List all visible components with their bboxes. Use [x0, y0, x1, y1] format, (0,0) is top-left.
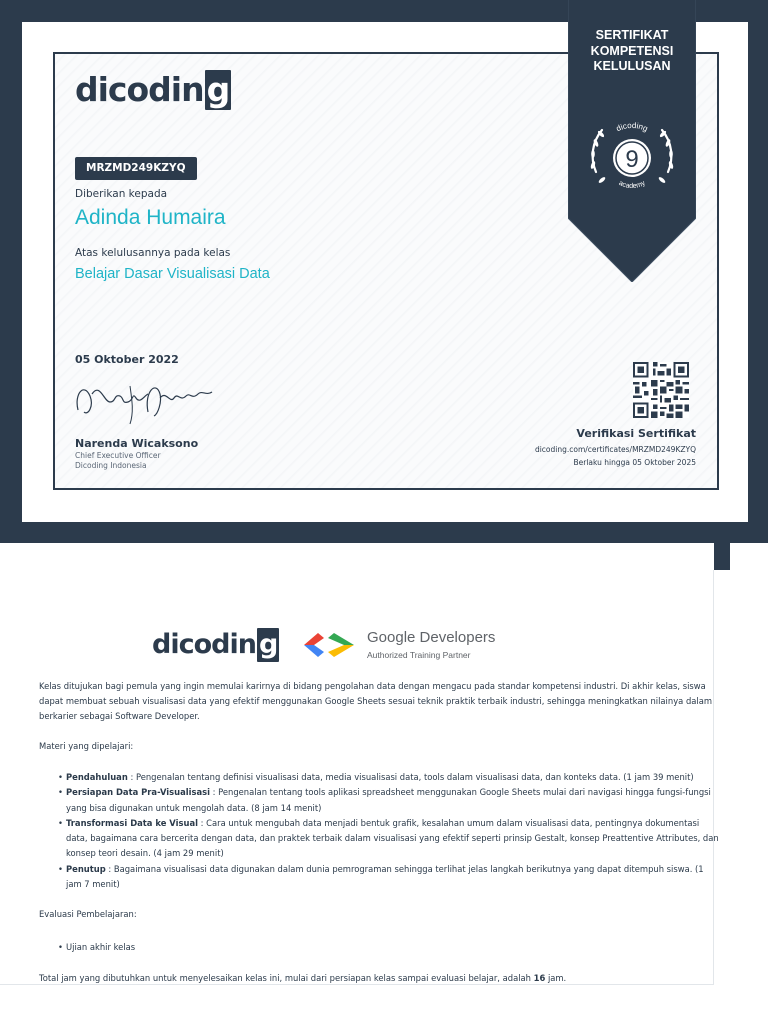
- ribbon-line-3: KELULUSAN: [593, 59, 671, 73]
- evaluation-list: [58, 940, 135, 955]
- dicoding-logo: [75, 70, 231, 110]
- list-item: [58, 816, 720, 862]
- materi-desc: : Pengenalan tentang definisi visualisasi data, media visualisasi data, tools dalam visualisasi data, dan konteks data. (1 jam 39 menit): [127, 772, 694, 782]
- total-hours-sentence: [39, 971, 729, 986]
- dicoding-logo-info: [152, 628, 279, 662]
- signer-name: Narenda Wicaksono: [75, 437, 199, 450]
- signer-company: Dicoding Indonesia: [75, 461, 147, 470]
- total-prefix: Total jam yang dibutuhkan untuk menyelesaikan kelas ini, mulai dari persiapan kelas sampai evaluasi belajar, adalah: [39, 973, 534, 983]
- academy-badge-icon: [584, 110, 680, 206]
- side-scroll-tab: [714, 543, 730, 570]
- signature-image: [70, 372, 220, 427]
- qr-code-icon: [633, 362, 689, 418]
- ribbon-line-2: KOMPETENSI: [590, 43, 674, 58]
- recipient-name: Adinda Humaira: [75, 206, 226, 229]
- total-hours: 16: [533, 973, 546, 983]
- given-to-label: Diberikan kepada: [75, 188, 168, 200]
- signer-title: Chief Executive Officer: [75, 451, 161, 460]
- materi-title: Transformasi Data ke Visual: [66, 817, 198, 828]
- completion-label: Atas kelulusannya pada kelas: [75, 247, 231, 259]
- logo-text: dicodin: [75, 70, 204, 109]
- svg-text:dicoding: [615, 121, 649, 133]
- partner-title: Google Developers: [367, 629, 496, 646]
- materi-desc: : Bagaimana visualisasi data digunakan dalam dunia pemrograman sehingga terlihat jelas langkah berikutnya yang dapat ditempuh siswa. (1 jam 7 menit): [66, 863, 704, 890]
- total-suffix: jam.: [545, 973, 567, 983]
- certificate-date: 05 Oktober 2022: [75, 353, 179, 366]
- logo-g-block-info: g: [258, 629, 278, 660]
- materi-title: Persiapan Data Pra-Visualisasi: [66, 787, 210, 798]
- list-item: • Ujian akhir kelas: [58, 940, 135, 955]
- list-item: [58, 862, 720, 893]
- verify-certificate-title: Verifikasi Sertifikat: [576, 427, 696, 440]
- course-intro-paragraph: Kelas ditujukan bagi pemula yang ingin memulai karirnya di bidang pengolahan data dengan mengacu pada standar kompetensi industri. Di akhir kelas, siswa dapat membuat sebuah visualisasi data yang efektif menggunakan Google Sheets sesuai teknik praktik terbaik industri, sehingga meningkatkan nilainya dalam berkarier sebagai Software Developer.: [39, 681, 713, 721]
- course-name: Belajar Dasar Visualisasi Data: [75, 266, 270, 282]
- list-item: [58, 785, 720, 816]
- materi-label: Materi yang dipelajari:: [39, 741, 134, 751]
- materi-title: Penutup: [66, 863, 106, 874]
- ribbon-title: [568, 28, 696, 75]
- evaluation-label: Evaluasi Pembelajaran:: [39, 909, 137, 919]
- google-developers-icon: [302, 629, 356, 661]
- logo-text-info: dicodin: [152, 629, 256, 660]
- list-item: [58, 770, 720, 785]
- materi-desc: : Cara untuk mengubah data menjadi bentuk grafik, kesalahan umum dalam visualisasi data, pentingnya dokumentasi data, bagaimana cara bercerita dengan data, dan praktek terbaik dalam visualisasi yang efektif seperti prinsip Gestalt, konsep Preattentive Attributes, dan konsep teori desain. (4 jam 29 menit): [66, 817, 719, 859]
- materi-list: [58, 770, 720, 892]
- logo-g-block: g: [206, 70, 230, 109]
- verify-certificate-url[interactable]: dicoding.com/certificates/MRZMD249KZYQ: [534, 445, 696, 454]
- ribbon-line-1: SERTIFIKAT: [595, 28, 669, 42]
- signer-role: [75, 451, 161, 471]
- svg-text:academy: [617, 180, 646, 190]
- materi-title: Pendahuluan: [66, 772, 128, 782]
- badge-arc-top: dicoding: [614, 120, 650, 134]
- partner-subtitle: Authorized Training Partner: [367, 650, 471, 660]
- materi-desc: : Pengenalan tentang tools aplikasi spreadsheet menggunakan Google Sheets mulai dari navigasi hingga fungsi-fungsi yang bisa digunakan untuk mengolah data. (8 jam 14 menit): [66, 787, 711, 813]
- badge-number: 9: [625, 146, 639, 173]
- badge-arc-bottom: academy: [617, 179, 647, 191]
- certificate-valid-until: Berlaku hingga 05 Oktober 2025: [573, 458, 696, 467]
- certificate-id-badge: MRZMD249KZYQ: [75, 157, 197, 180]
